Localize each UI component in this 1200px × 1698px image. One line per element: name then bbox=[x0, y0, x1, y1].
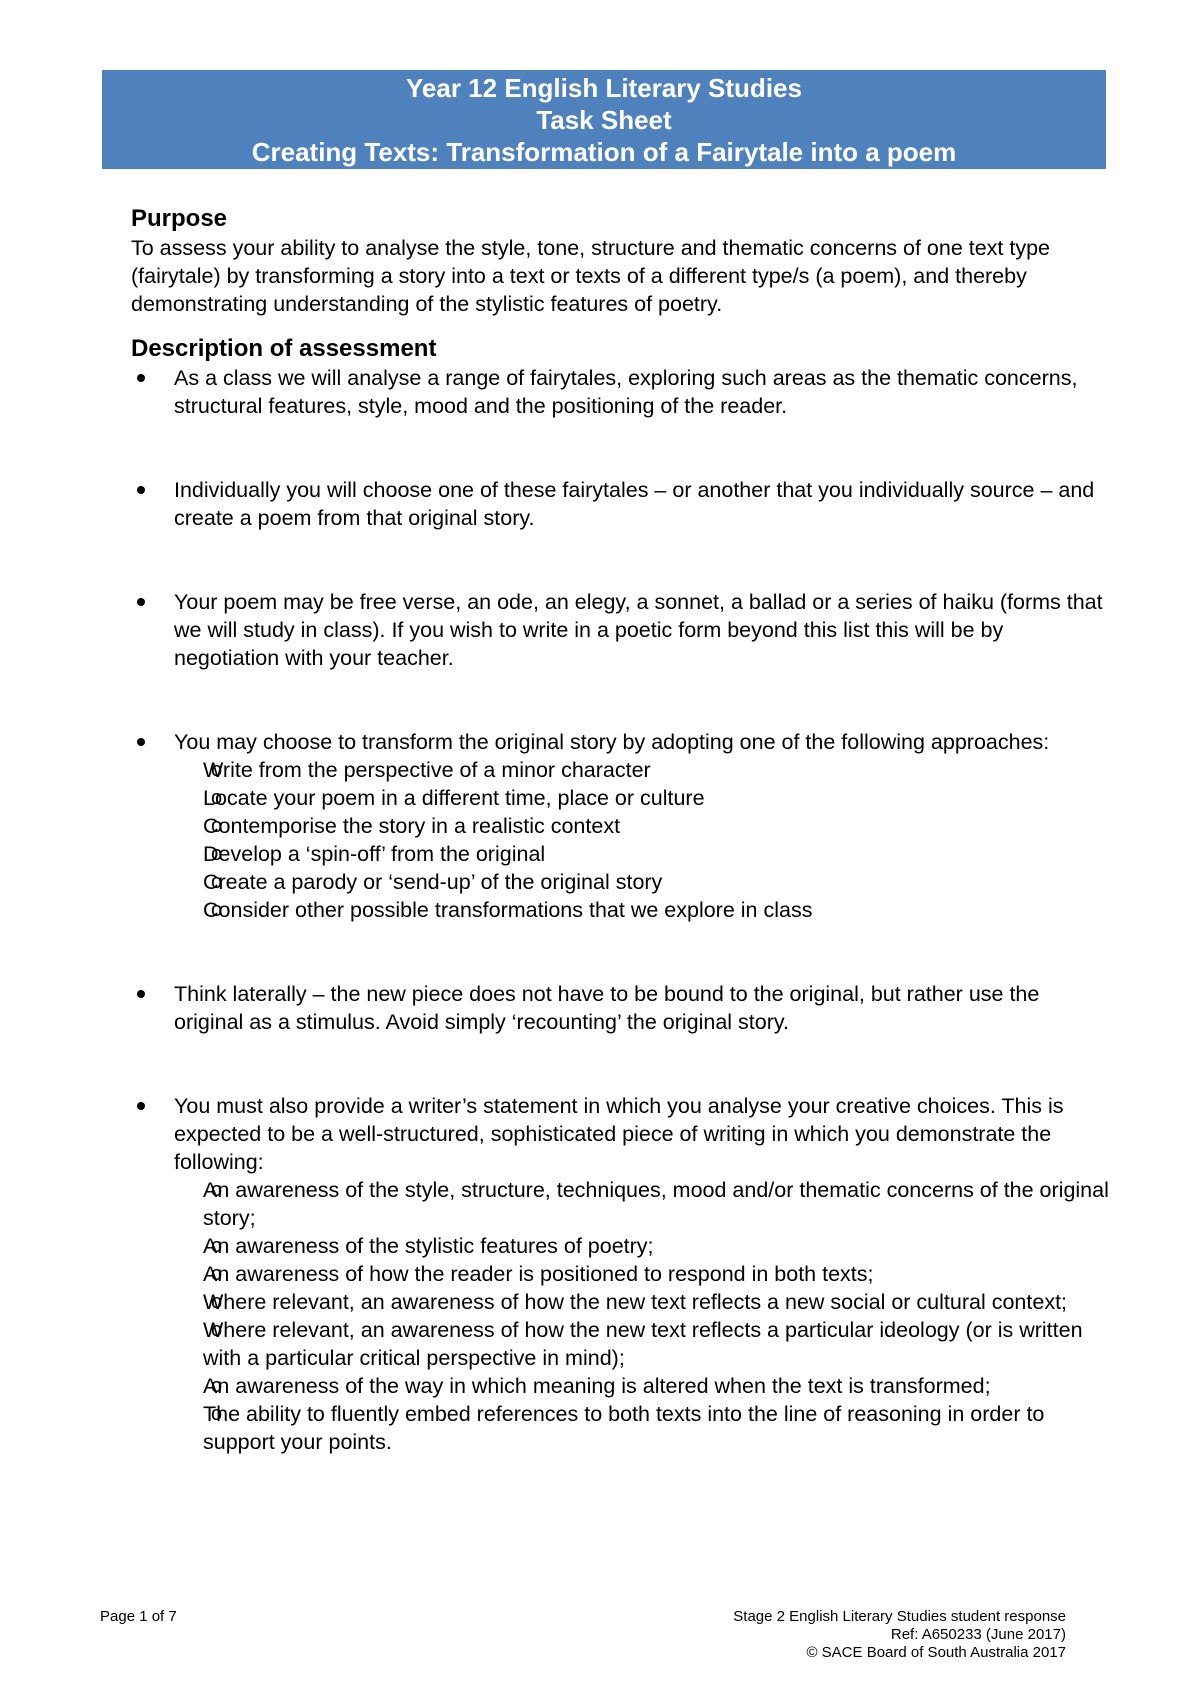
sub-list-item: o Where relevant, an awareness of how the new text reflects a particular ideology (or is written with a particular critical perspective in mind); bbox=[174, 1316, 1111, 1372]
list-item bbox=[131, 364, 1111, 420]
page-number: Page 1 of 7 bbox=[100, 1608, 177, 1625]
sub-list-item: o Create a parody or ‘send-up’ of the original story bbox=[174, 868, 1111, 896]
title-line-1: Year 12 English Literary Studies bbox=[406, 73, 802, 103]
sub-list-item: o The ability to fluently embed references to both texts into the line of reasoning in order to support your points. bbox=[174, 1400, 1111, 1456]
sub-list-item: o An awareness of the way in which meaning is altered when the text is transformed; bbox=[174, 1372, 1111, 1400]
list-item-text: As a class we will analyse a range of fairytales, exploring such areas as the thematic concerns, structural features, style, mood and the positioning of the reader. bbox=[174, 366, 1078, 418]
list-item bbox=[131, 588, 1111, 672]
sub-list-item: o An awareness of how the reader is positioned to respond in both texts; bbox=[174, 1260, 1111, 1288]
list-item-text: You must also provide a writer’s statement in which you analyse your creative choices. This is expected to be a well-structured, sophisticated piece of writing in which you demonstrate the following: bbox=[174, 1094, 1064, 1174]
sub-list bbox=[174, 1176, 1111, 1456]
title-banner bbox=[102, 70, 1106, 169]
list-item bbox=[131, 728, 1111, 924]
purpose-heading: Purpose bbox=[131, 205, 228, 232]
list-item-text: Individually you will choose one of these fairytales – or another that you individually source – and create a poem from that original story. bbox=[174, 478, 1095, 530]
sub-list-item: o Locate your poem in a different time, place or culture bbox=[174, 784, 1111, 812]
footer-info bbox=[733, 1608, 1066, 1662]
list-item-text: Your poem may be free verse, an ode, an elegy, a sonnet, a ballad or a series of haiku (forms that we will study in class). If you wish to write in a poetic form beyond this list this will be by negotiation with your teacher. bbox=[174, 590, 1103, 670]
list-item bbox=[131, 476, 1111, 532]
list-item bbox=[131, 1092, 1111, 1456]
sub-list-item: o Contemporise the story in a realistic context bbox=[174, 812, 1111, 840]
sub-list-item: o Develop a ‘spin-off’ from the original bbox=[174, 840, 1111, 868]
footer-line-1: Stage 2 English Literary Studies student response bbox=[733, 1608, 1066, 1625]
document-body bbox=[131, 204, 1111, 1456]
sub-list-item: o Consider other possible transformations that we explore in class bbox=[174, 896, 1111, 924]
sub-list-item: o An awareness of the stylistic features of poetry; bbox=[174, 1232, 1111, 1260]
sub-list-item: o An awareness of the style, structure, techniques, mood and/or thematic concerns of the original story; bbox=[174, 1176, 1111, 1232]
list-item-text: You may choose to transform the original story by adopting one of the following approaches: bbox=[174, 730, 1050, 754]
title-line-2: Task Sheet bbox=[536, 105, 672, 135]
description-heading: Description of assessment bbox=[131, 335, 437, 362]
footer-copyright: © SACE Board of South Australia 2017 bbox=[806, 1644, 1066, 1661]
sub-list-item: o Where relevant, an awareness of how the new text reflects a new social or cultural context; bbox=[174, 1288, 1111, 1316]
title-line-3: Creating Texts: Transformation of a Fairytale into a poem bbox=[251, 137, 957, 167]
list-item-text: Think laterally – the new piece does not have to be bound to the original, but rather use the original as a stimulus. Avoid simply ‘recounting’ the original story. bbox=[174, 982, 1040, 1034]
sub-list-item: o Write from the perspective of a minor character bbox=[174, 756, 1111, 784]
description-list bbox=[131, 364, 1111, 1456]
list-item bbox=[131, 980, 1111, 1036]
sub-list bbox=[174, 756, 1111, 924]
footer-ref: Ref: A650233 (June 2017) bbox=[890, 1626, 1066, 1643]
purpose-text: To assess your ability to analyse the style, tone, structure and thematic concerns of one text type (fairytale) by transforming a story into a text or texts of a different type/s (a poem), and thereby demonstrating understanding of the stylistic features of poetry. bbox=[131, 236, 1051, 316]
